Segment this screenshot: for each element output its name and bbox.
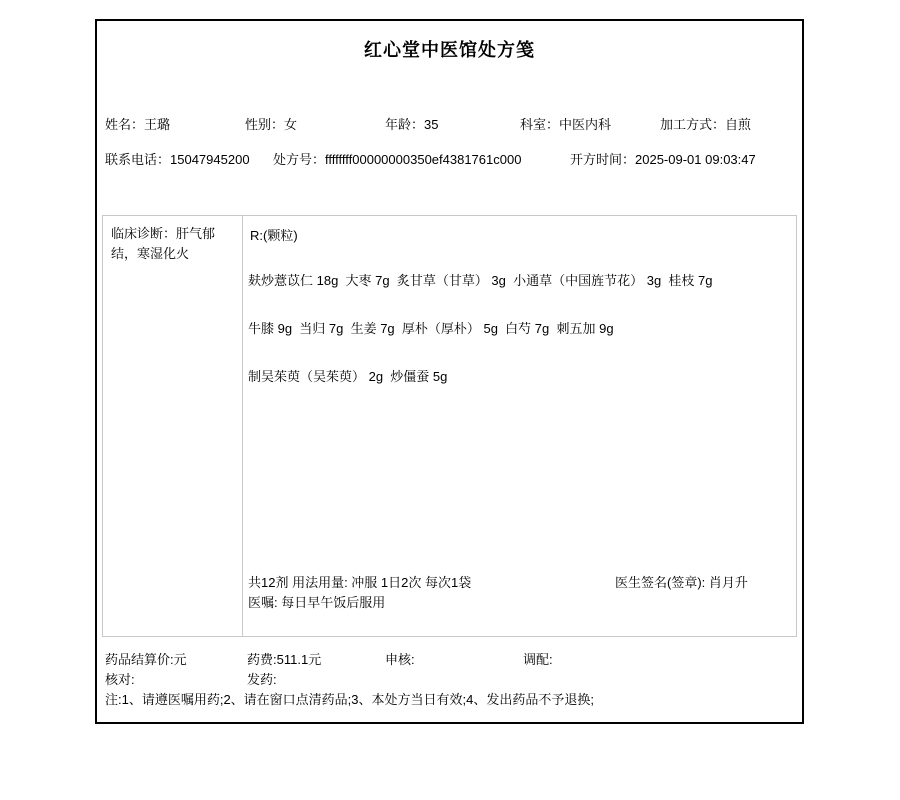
settlement-price-value: 元	[173, 652, 187, 667]
settlement-price-field	[105, 649, 187, 668]
clinical-diagnosis	[111, 224, 223, 263]
medicine-line: 牛膝 9g 当归 7g 生姜 7g 厚朴（厚朴） 5g 白芍 7g 刺五加 9g	[248, 321, 614, 336]
medicine-list	[248, 270, 788, 414]
footnote: 注:1、请遵医嘱用药;2、请在窗口点清药品;3、本处方当日有效;4、发出药品不予退换;	[105, 692, 594, 707]
diagnosis-column	[103, 216, 243, 636]
medical-advice-value: 每日早午饭后服用	[281, 595, 386, 610]
diagnosis-value: 肝气郁结，寒湿化火	[111, 226, 216, 261]
doctor-signature-value: 肖月升	[708, 575, 748, 590]
medicine-line: 制吴茱萸（吴茱萸） 2g 炒僵蚕 5g	[248, 369, 448, 384]
patient-age-label: 年龄：	[385, 117, 425, 132]
department-label: 科室：	[520, 117, 560, 132]
medicine-fee-field	[247, 649, 321, 668]
dosage-summary: 共12剂 用法用量: 冲服 1日2次 每次1袋	[248, 575, 472, 590]
patient-name-label: 姓名：	[105, 117, 145, 132]
processing-method-label: 加工方式：	[660, 117, 726, 132]
issue-field	[247, 669, 277, 688]
processing-method-field	[660, 114, 751, 133]
prescription-number-label: 处方号：	[273, 152, 326, 167]
prescription-number-field	[273, 149, 521, 168]
prescribe-time-label: 开方时间：	[570, 152, 636, 167]
medical-advice-field	[248, 592, 385, 611]
department-field	[520, 114, 611, 133]
patient-age-value: 35	[424, 117, 439, 132]
dispense-label: 调配:	[523, 652, 553, 667]
rx-form-label: R:(颗粒)	[250, 228, 298, 243]
medicine-fee-label: 药费:	[247, 652, 277, 667]
review-field	[385, 649, 415, 668]
patient-gender-label: 性别：	[245, 117, 285, 132]
issue-label: 发药:	[247, 672, 277, 687]
medical-advice-label: 医嘱:	[248, 595, 282, 610]
patient-gender-field	[245, 114, 297, 133]
patient-gender-value: 女	[284, 117, 298, 132]
phone-label: 联系电话：	[105, 152, 171, 167]
dispense-field	[523, 649, 553, 668]
patient-age-field	[385, 114, 438, 133]
department-value: 中医内科	[559, 117, 612, 132]
diagnosis-label: 临床诊断：	[111, 226, 177, 241]
phone-value: 15047945200	[170, 152, 250, 167]
medicine-fee-value: 511.1元	[276, 652, 322, 667]
patient-name-field	[105, 114, 170, 133]
processing-method-value: 自煎	[725, 117, 752, 132]
prescription-box	[102, 215, 797, 637]
medicine-line: 麸炒薏苡仁 18g 大枣 7g 炙甘草（甘草） 3g 小通草（中国旌节花） 3g 桂枝 7g	[248, 273, 713, 288]
phone-field	[105, 149, 250, 168]
page-title: 红心堂中医馆处方笺	[364, 40, 535, 60]
settlement-price-label: 药品结算价:	[105, 652, 174, 667]
prescribe-time-field	[570, 149, 756, 168]
prescription-number-value: ffffffff00000000350ef4381761c000	[325, 152, 522, 167]
doctor-signature-label: 医生签名(签章):	[615, 575, 709, 590]
document-border	[95, 19, 804, 724]
patient-name-value: 王璐	[144, 117, 171, 132]
check-field	[105, 669, 135, 688]
doctor-signature-field	[615, 572, 748, 591]
review-label: 申核:	[385, 652, 415, 667]
check-label: 核对:	[105, 672, 135, 687]
prescribe-time-value: 2025-09-01 09:03:47	[635, 152, 756, 167]
